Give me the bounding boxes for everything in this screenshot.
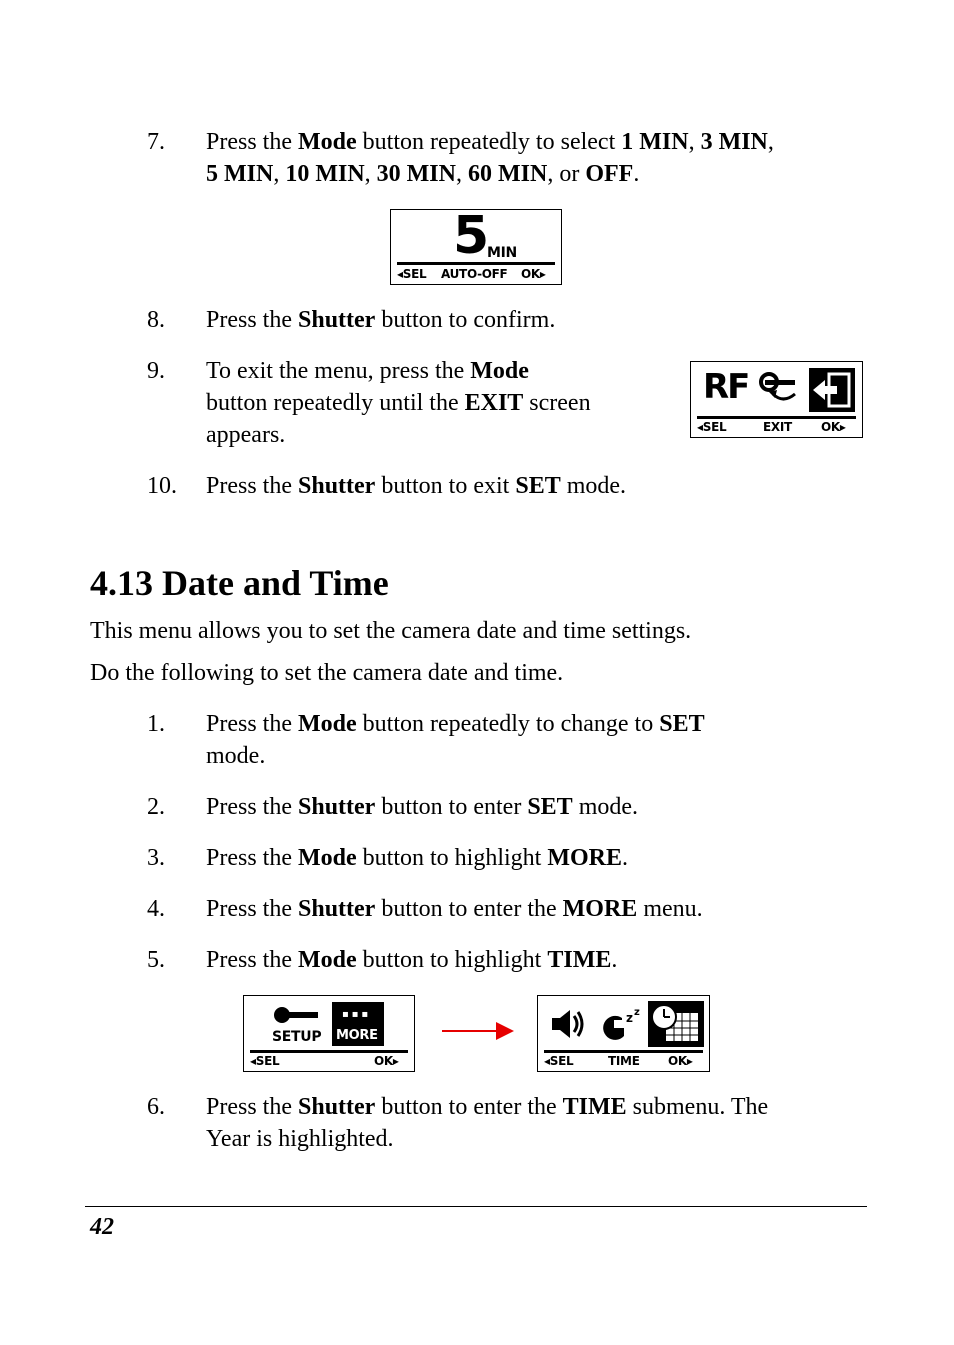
auto-off-screen [390,206,562,285]
speaker-icon [548,1004,588,1044]
intro-paragraph-2: Do the following to set the camera date and time. [90,660,564,686]
clock-calendar-icon [648,1001,704,1047]
step-number: 4. [147,896,165,922]
step-text: Press the Shutter button to exit SET mode. [206,473,627,499]
sleep-icon [600,1006,644,1042]
step-number: 5. [147,947,165,973]
exit-screen [690,361,863,438]
sel-label: ◂SEL [544,1054,574,1068]
page-number: 42 [90,1214,114,1240]
ok-label: OK▸ [821,420,846,434]
section-heading: 4.13 Date and Time [90,563,389,603]
sel-label: ◂SEL [250,1054,280,1068]
svg-text:z: z [626,1011,633,1025]
more-label: MORE [336,1028,378,1043]
step-text: Press the Mode button repeatedly to select 1 MIN, 3 MIN, 5 MIN, 10 MIN, 30 MIN, 60 MIN, or OFF. [206,129,774,187]
dots-icon: ▪ ▪ ▪ [342,1009,368,1020]
setup-label: SETUP [272,1029,322,1045]
step-number: 10. [147,473,177,499]
sel-label: ◂SEL [697,420,727,434]
more-menu-screen [243,995,415,1072]
step-number: 7. [147,129,165,155]
minutes-value: 5 [453,206,490,266]
ok-label: OK▸ [374,1054,399,1068]
rf-label: RF [703,367,749,407]
ok-label: OK▸ [668,1054,693,1068]
key-icon [272,1004,320,1026]
minutes-unit: MIN [487,245,517,261]
step-text: Press the Mode button to highlight TIME. [206,947,618,973]
step-text: Press the Mode button repeatedly to change to SET mode. [206,711,705,769]
auto-off-label: AUTO-OFF [441,267,508,281]
svg-text:z: z [634,1007,640,1018]
exit-label: EXIT [763,420,792,434]
step-text: Press the Shutter button to enter SET mode. [206,794,639,820]
step-number: 9. [147,358,165,384]
footer-divider [85,1206,867,1207]
step-number: 8. [147,307,165,333]
time-highlight [648,1001,704,1047]
time-label: TIME [608,1054,640,1068]
step-number: 1. [147,711,165,737]
intro-paragraph-1: This menu allows you to set the camera date and time settings. [90,618,692,644]
arrow-right-icon [440,1020,516,1042]
step-text: To exit the menu, press the Mode button repeatedly until the EXIT screen appears. [206,358,591,448]
step-text: Press the Shutter button to enter the TIME submenu. The Year is highlighted. [206,1094,769,1152]
step-number: 6. [147,1094,165,1120]
step-text: Press the Mode button to highlight MORE. [206,845,629,871]
time-menu-screen [537,995,710,1072]
step-text: Press the Shutter button to enter the MORE menu. [206,896,703,922]
wrench-undo-icon [755,370,803,410]
sel-label: ◂SEL [397,267,427,281]
ok-label: OK▸ [521,267,546,281]
step-text: Press the Shutter button to confirm. [206,307,556,333]
more-highlight [332,1002,384,1046]
exit-door-icon [809,368,855,412]
exit-icon-highlight [809,368,855,412]
step-number: 3. [147,845,165,871]
step-number: 2. [147,794,165,820]
